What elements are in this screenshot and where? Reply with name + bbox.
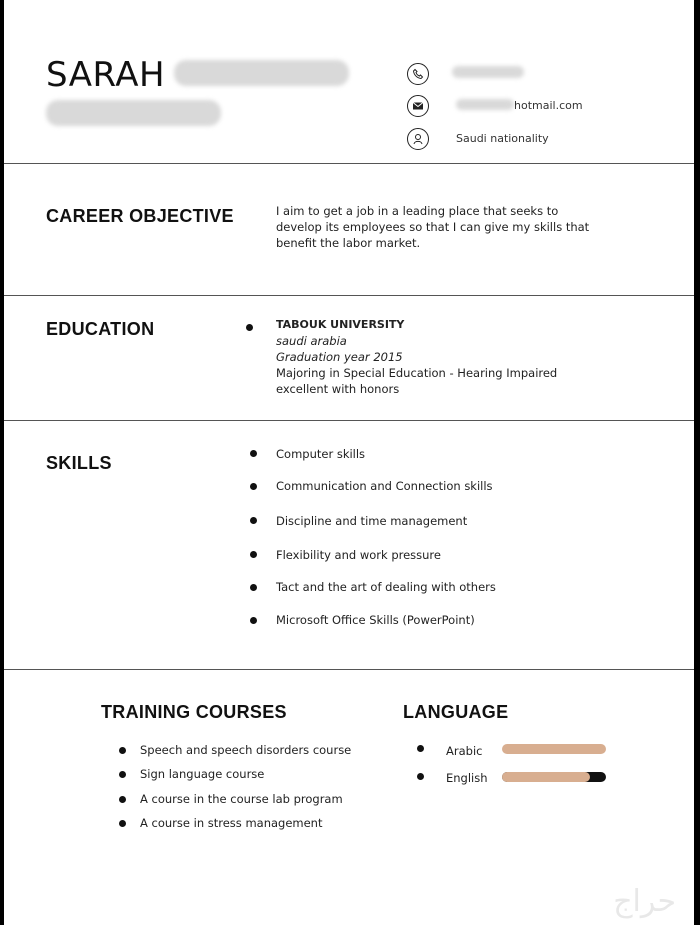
bullet [119,820,126,827]
university-name: TABOUK UNIVERSITY [276,318,405,331]
education-details [276,317,606,397]
bullet [250,483,257,490]
divider [4,669,694,670]
career-text [276,203,606,251]
nationality-text: Saudi nationality [456,132,549,145]
skill-item: Microsoft Office Skills (PowerPoint) [276,613,475,627]
language-title: LANGUAGE [403,702,509,722]
nationality-icon [407,128,429,150]
bullet [246,324,253,331]
major: Majoring in Special Education - Hearing Impaired [276,366,558,380]
divider [4,295,694,296]
education-title: EDUCATION [46,319,155,339]
redacted-surname [174,60,349,86]
skill-item: Computer skills [276,447,366,461]
redacted-phone [452,66,524,78]
career-line: develop its employees so that I can give my skills that [276,220,590,234]
training-title: TRAINING COURSES [101,702,287,722]
language-level-bar [502,744,606,754]
skill-item: Flexibility and work pressure [276,548,441,562]
career-line: benefit the labor market. [276,236,421,250]
bullet [119,771,126,778]
phone-icon [407,63,429,85]
language-name: Arabic [446,744,483,758]
bullet [119,747,126,754]
country: saudi arabia [276,334,347,348]
resume-page [4,0,694,925]
watermark-logo: حراج [613,884,676,919]
career-line: I aim to get a job in a leading place that seeks to [276,204,559,218]
honors: excellent with honors [276,382,400,396]
training-item: Speech and speech disorders course [140,743,352,757]
career-title: CAREER OBJECTIVE [46,206,234,226]
skill-item: Tact and the art of dealing with others [276,580,496,594]
bullet [417,773,424,780]
language-level-fill [502,772,590,782]
skill-item: Discipline and time management [276,514,468,528]
bullet [250,551,257,558]
language-name: English [446,771,488,785]
redacted-surname-line2 [46,100,221,126]
training-item: A course in stress management [140,816,323,830]
bullet [250,517,257,524]
bullet [250,584,257,591]
bullet [417,745,424,752]
redacted-email-user [456,99,514,110]
training-item: A course in the course lab program [140,792,343,806]
name-heading: SARAH [46,55,166,95]
skills-title: SKILLS [46,453,112,473]
email-text: hotmail.com [514,99,583,112]
bullet [119,796,126,803]
language-level-bar [502,772,606,782]
email-icon [407,95,429,117]
skill-item: Communication and Connection skills [276,479,493,493]
graduation-year: Graduation year 2015 [276,350,403,364]
divider [4,420,694,421]
training-item: Sign language course [140,767,265,781]
bullet [250,450,257,457]
bullet [250,617,257,624]
divider [4,163,694,164]
